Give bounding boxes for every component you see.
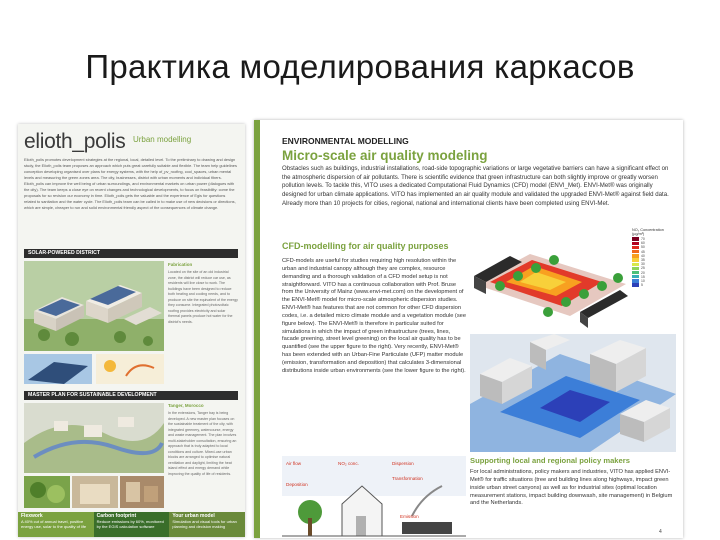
footer-title: Your urban model — [172, 513, 215, 519]
brand-subtitle: Urban modelling — [132, 135, 192, 144]
legend-swatch — [632, 283, 639, 286]
legend-swatch — [632, 258, 639, 261]
figure-process-diagram — [282, 456, 466, 538]
section-solar-district: SOLAR-POWERED DISTRICT — [24, 249, 238, 258]
accent-bar — [254, 120, 260, 538]
legend-row — [632, 283, 672, 287]
legend-label: 35 — [641, 258, 645, 263]
legend-swatch — [632, 271, 639, 274]
master-plan-rendering — [24, 403, 164, 473]
legend-swatch — [632, 263, 639, 266]
figure-street-canyon — [470, 224, 630, 330]
legend-swatch — [632, 246, 639, 249]
legend-label: 10 — [641, 278, 645, 283]
page-number: 4 — [659, 529, 662, 535]
poster-kicker: ENVIRONMENTAL MODELLING — [282, 136, 409, 146]
legend-label: 45 — [641, 249, 645, 254]
diagram-label: Emission — [400, 514, 419, 519]
footer-box-flexwork — [18, 512, 94, 537]
subheading-cfd: CFD-modelling for air quality purposes — [282, 241, 449, 251]
lead-paragraph: Obstacles such as buildings, industrial installations, road-side topographic variations or large vegetative barriers can have a significant effect on the atmospheric dispersion of air pollutants. There is scientific evidence that green infrastructure can both slightly improve or greatly worsen pollution levels. To tackle this, VITO uses a dedicated Computational Fluid Dynamics (CFD) model (ENVI_Met). ENVI-Met® was originally designed for urban climate applications. VITO has implemented an air quality module and validated the upgraded ENVI-Met® against field data. Already more than 10 projects for cities, regional, national and international clients have been completed using ENVI-Met. — [282, 165, 669, 207]
footer-text: Reduce emissions by 60%, monitored by the EGIS calculation software — [96, 519, 164, 529]
figure-urban-block — [470, 334, 676, 452]
legend-label: 30 — [641, 262, 645, 267]
legend-swatch — [632, 279, 639, 282]
legend-label: 20 — [641, 270, 645, 275]
footer-box-urban-model — [169, 512, 245, 537]
legend-title: NO₂ Concentration (µg/m³) — [632, 228, 664, 236]
legend-swatch — [632, 242, 639, 245]
district-rendering — [24, 261, 164, 351]
brand-logo: elioth_polis — [24, 130, 126, 153]
section-master-plan: MASTER PLAN FOR SUSTAINABLE DEVELOPMENT — [24, 391, 238, 400]
slide-title: Практика моделирования каркасов — [85, 48, 635, 85]
diagram-label: Deposition — [286, 482, 308, 487]
legend-label: 25 — [641, 266, 645, 271]
subheading-policy: Supporting local and regional policy makers — [470, 456, 630, 465]
poster-heading: Micro-scale air quality modeling — [282, 148, 488, 163]
diagram-label: NO₂ conc. — [338, 461, 359, 466]
text-tanger: In the extensions, Tanger bay is being developed. A new master plan focuses on the sustainable treatment of the city, with integrated greenery, watercourse, energy and waste management. The plan involves multi-stakeholder consultation, ensuring an approach that is truly adapted to local conditions and culture. Mixed-use urban blocks are arranged to optimise natural ventilation and daylight, limiting the heat island effect and energy demand while improving the quality of life of residents. — [168, 411, 237, 476]
caption-fabrication: Fabrication — [168, 262, 193, 267]
intro-text: Elioth_polis promotes development strategies at the regional, local, detailed level. To the preliminary to drawing and design study, the Elioth_polis team proposes an approach which puts great carefully suitable and flexible. The team help guidelines conception developing organised over plans for energy systems, with the help of_pv_roofing, cool_spaces, urban mental levels and measuring the green zones area. The city, businesses, district with urban moments and individual fibers. Elioth_polis can improve the well being of urban surroundings, and environmental markets on urban power (dialogues with the city). The team keeps a close eye on recent changes and technological developments, to focus on feasibility: come the proposals for so revision our economy in time. Elioth_polis gets the valuable and the experience of Egis for questions related to sanitation and the water cycle. The Elioth_polis team can be called in to make use of new decisions or directions, which are simple, cheaper to run and solid environmental friendly aspect of the consequences of climate change. — [24, 157, 237, 210]
legend-label: 70 — [641, 237, 645, 242]
legend-swatch — [632, 237, 639, 240]
diagram-label: Air flow — [286, 461, 302, 466]
legend-label: 5 — [641, 283, 643, 288]
poster-right — [254, 120, 683, 538]
energy-diagram — [96, 354, 164, 384]
poster-left — [18, 124, 245, 537]
text-fabrication: Located on the site of an old industrial zone, the district will reduce car use, as residents will live close to work. The buildings have been designed to reduce both heating and cooling needs, and to produce on site the equivalent of the energy they consume. Integrated photovoltaic roofing provides electricity and solar thermal panels produce hot water for the district's needs. — [168, 270, 238, 324]
body-policy: For local administrations, policy makers and industries, VITO has applied ENVI-Met® for traffic situations (tree and building lines along highways, impact green inside urban street canyons) as well as for industrial sites (optimal location measurement stations, impact building downwash, site management) in Belgium and the Netherlands. — [470, 469, 673, 507]
footer-title: Flexwork — [21, 513, 43, 519]
legend-swatch — [632, 275, 639, 278]
legend-label: 50 — [641, 245, 645, 250]
photo-plants — [24, 476, 70, 508]
legend-swatch — [632, 267, 639, 270]
concentration-legend — [632, 228, 672, 287]
body-cfd: CFD-models are useful for studies requiring high resolution within the urban and industrial canopy although they are complex, resource demanding and a thorough validation of a CFD model setup is not straightforward. VITO has a continuous collaboration with Prof. Bruse from the University of Mainz (www.envi-met.com) on the development of the ENVI-Met® model for micro-scale atmospheric dispersion studies. ENVI-Met® has features that are not common for other CFD dispersion codes, i.e. a detailed micro climate module and a vegetation module (see figure below). The ENVI-Met® is therefore in particular suited for simulations in which the impact of green infrastructure (trees, lines, facade greening, street level greening) on the local air quality has to be quantified (see the upper figure to the right). Very recently, ENVI-Met® has been extended with an Urban-Fine Particulate (UFP) matter module (emission, transformation and deposition) that calculates 3-dimensional distributions inside urban environments (see the lower figure to the right). — [282, 258, 466, 374]
footer-box-carbon — [94, 512, 170, 537]
caption-tanger: Tanger, Morocco — [168, 403, 204, 408]
diagram-label: Transformation — [392, 476, 423, 481]
solar-panels-photo — [24, 354, 92, 384]
legend-label: 40 — [641, 253, 645, 258]
legend-label: 60 — [641, 241, 645, 246]
legend-swatch — [632, 250, 639, 253]
footer-text: A 40% cut of annual travel, positive energy use, solar to the quality of life — [21, 519, 87, 529]
footer-text: Simulation and visual tools for urban planning and decision making — [172, 519, 237, 529]
poster-footer — [18, 512, 245, 537]
poster-header — [24, 130, 191, 154]
photo-building — [72, 476, 118, 508]
legend-label: 15 — [641, 274, 645, 279]
footer-title: Carbon footprint — [96, 513, 137, 519]
legend-swatch — [632, 254, 639, 257]
photo-interior — [120, 476, 164, 508]
diagram-label: Dispersion — [392, 461, 414, 466]
